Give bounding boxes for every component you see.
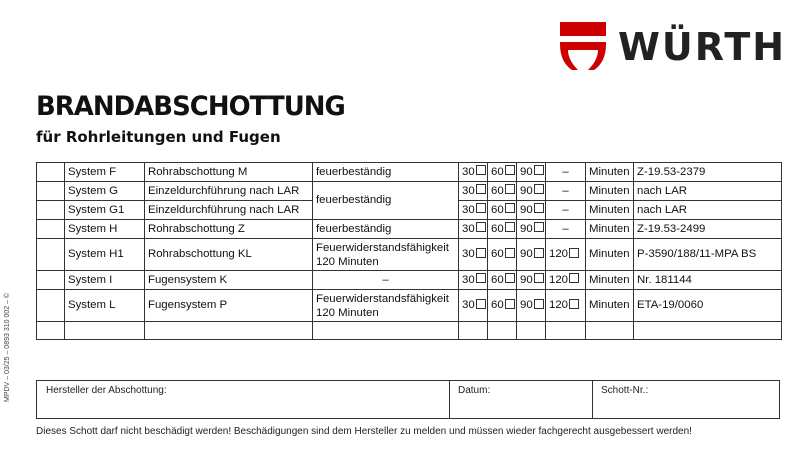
system-cell: System H: [65, 220, 145, 239]
checkbox[interactable]: [534, 299, 544, 309]
wuerth-logo-mark-icon: [560, 22, 606, 72]
approval-cell: Nr. 181144: [634, 271, 782, 290]
r90-cell: [517, 220, 546, 239]
r90-cell: [517, 239, 546, 271]
checkbox[interactable]: [534, 248, 544, 258]
r30-cell: [459, 322, 488, 340]
r30-cell: [459, 163, 488, 182]
unit-cell: Minuten: [586, 271, 634, 290]
r60-label: 60: [491, 299, 504, 311]
system-cell: System L: [65, 290, 145, 322]
r120-label: 120: [549, 299, 569, 311]
r30-cell: [459, 182, 488, 201]
table-row-empty: [37, 322, 782, 340]
approval-cell[interactable]: [634, 322, 782, 340]
r90-label: 90: [520, 165, 533, 178]
row-index-cell: [37, 220, 65, 239]
r60-cell: [488, 201, 517, 220]
row-index-cell: [37, 322, 65, 340]
r120-label: 120: [549, 273, 569, 286]
r60-cell: [488, 322, 517, 340]
system-cell: System H1: [65, 239, 145, 271]
r60-label: 60: [491, 222, 504, 235]
checkbox[interactable]: [505, 273, 515, 283]
row-index-cell: [37, 163, 65, 182]
unit-cell: Minuten: [586, 182, 634, 201]
r30-cell: [459, 201, 488, 220]
checkbox[interactable]: [476, 203, 486, 213]
row-index-cell: [37, 271, 65, 290]
row-index-cell: [37, 201, 65, 220]
r120-cell: [546, 290, 586, 322]
divider: [449, 381, 450, 418]
type-cell[interactable]: [145, 322, 313, 340]
r90-label: 90: [520, 299, 533, 311]
system-cell: System F: [65, 163, 145, 182]
r120-cell: –: [546, 201, 586, 220]
system-table: [36, 162, 782, 340]
manufacturer-form: [36, 380, 780, 419]
r120-cell: –: [546, 220, 586, 239]
page-subtitle: für Rohrleitungen und Fugen: [36, 128, 281, 146]
r60-cell: [488, 239, 517, 271]
r120-cell: –: [546, 182, 586, 201]
r30-label: 30: [462, 222, 475, 235]
type-cell: Einzeldurchführung nach LAR: [145, 182, 313, 201]
r30-label: 30: [462, 165, 475, 178]
rating-cell: Feuerwiderstandsfähigkeit 120 Minuten: [313, 239, 459, 271]
table-row: [37, 182, 782, 201]
checkbox[interactable]: [505, 165, 515, 175]
schott-number-label: Schott-Nr.:: [601, 385, 649, 396]
r60-cell: [488, 220, 517, 239]
approval-cell: nach LAR: [634, 182, 782, 201]
rating-cell: feuerbeständig: [313, 220, 459, 239]
checkbox[interactable]: [476, 165, 486, 175]
r90-cell: [517, 182, 546, 201]
checkbox[interactable]: [534, 203, 544, 213]
system-cell: System G1: [65, 201, 145, 220]
r30-cell: [459, 220, 488, 239]
type-cell: Rohrabschottung KL: [145, 239, 313, 271]
r60-label: 60: [491, 203, 504, 216]
r120-label: 120: [549, 248, 569, 260]
checkbox[interactable]: [534, 184, 544, 194]
table-row: [37, 290, 782, 322]
type-cell: Rohrabschottung M: [145, 163, 313, 182]
manufacturer-label: Hersteller der Abschottung:: [46, 385, 167, 396]
checkbox[interactable]: [569, 273, 579, 283]
r30-cell: [459, 239, 488, 271]
row-index-cell: [37, 182, 65, 201]
checkbox[interactable]: [534, 273, 544, 283]
approval-cell: nach LAR: [634, 201, 782, 220]
type-cell: Rohrabschottung Z: [145, 220, 313, 239]
r30-label: 30: [462, 299, 475, 311]
rating-cell: feuerbeständig: [313, 163, 459, 182]
checkbox[interactable]: [476, 248, 486, 258]
brand-name: WÜRTH: [618, 25, 787, 69]
checkbox[interactable]: [476, 222, 486, 232]
r60-cell: [488, 163, 517, 182]
row-index-cell: [37, 290, 65, 322]
r120-cell: –: [546, 163, 586, 182]
approval-cell: Z-19.53-2379: [634, 163, 782, 182]
unit-cell: Minuten: [586, 290, 634, 322]
checkbox[interactable]: [476, 299, 486, 309]
r120-cell: [546, 239, 586, 271]
rating-cell: Feuerwiderstandsfähigkeit 120 Minuten: [313, 290, 459, 322]
unit-cell: [586, 322, 634, 340]
r60-cell: [488, 182, 517, 201]
checkbox[interactable]: [476, 184, 486, 194]
checkbox[interactable]: [505, 248, 515, 258]
approval-cell: ETA-19/0060: [634, 290, 782, 322]
row-index-cell: [37, 239, 65, 271]
checkbox[interactable]: [476, 273, 486, 283]
wuerth-logo: [560, 22, 787, 72]
type-cell: Fugensystem K: [145, 271, 313, 290]
r90-cell: [517, 322, 546, 340]
checkbox[interactable]: [534, 222, 544, 232]
checkbox[interactable]: [569, 248, 579, 258]
divider: [592, 381, 593, 418]
checkbox[interactable]: [505, 222, 515, 232]
checkbox[interactable]: [569, 299, 579, 309]
unit-cell: Minuten: [586, 220, 634, 239]
unit-cell: Minuten: [586, 201, 634, 220]
type-cell: Fugensystem P: [145, 290, 313, 322]
type-cell: Einzeldurchführung nach LAR: [145, 201, 313, 220]
r30-label: 30: [462, 248, 475, 260]
system-cell[interactable]: [65, 322, 145, 340]
r30-label: 30: [462, 184, 475, 197]
r60-label: 60: [491, 165, 504, 178]
r30-cell: [459, 290, 488, 322]
r90-label: 90: [520, 273, 533, 286]
rating-cell: feuerbeständig: [313, 182, 459, 220]
rating-cell: –: [313, 271, 459, 290]
r30-label: 30: [462, 273, 475, 286]
r90-label: 90: [520, 222, 533, 235]
table-row: [37, 239, 782, 271]
r90-label: 90: [520, 248, 533, 260]
r60-cell: [488, 271, 517, 290]
r120-cell: [546, 322, 586, 340]
date-label: Datum:: [458, 385, 491, 396]
checkbox[interactable]: [534, 165, 544, 175]
r60-label: 60: [491, 184, 504, 197]
r90-cell: [517, 271, 546, 290]
footnote: Dieses Schott darf nicht beschädigt werden! Beschädigungen sind dem Hersteller zu melden und müssen wieder fachgerecht ausgebessert werden!: [36, 426, 692, 437]
r30-cell: [459, 271, 488, 290]
r60-label: 60: [491, 248, 504, 260]
r60-cell: [488, 290, 517, 322]
r90-label: 90: [520, 203, 533, 216]
table-row: [37, 271, 782, 290]
r90-cell: [517, 290, 546, 322]
checkbox[interactable]: [505, 184, 515, 194]
system-cell: System G: [65, 182, 145, 201]
unit-cell: Minuten: [586, 239, 634, 271]
page-title: BRANDABSCHOTTUNG: [36, 91, 345, 122]
r90-cell: [517, 201, 546, 220]
approval-cell: P-3590/188/11-MPA BS: [634, 239, 782, 271]
table-row: [37, 163, 782, 182]
r30-label: 30: [462, 203, 475, 216]
checkbox[interactable]: [505, 299, 515, 309]
system-cell: System I: [65, 271, 145, 290]
rating-cell[interactable]: [313, 322, 459, 340]
unit-cell: Minuten: [586, 163, 634, 182]
side-code: MPDV – 03/25 – 0893 310 002 – ©: [4, 292, 11, 402]
table-row: [37, 220, 782, 239]
r120-cell: [546, 271, 586, 290]
r90-cell: [517, 163, 546, 182]
approval-cell: Z-19.53-2499: [634, 220, 782, 239]
r60-label: 60: [491, 273, 504, 286]
r90-label: 90: [520, 184, 533, 197]
checkbox[interactable]: [505, 203, 515, 213]
